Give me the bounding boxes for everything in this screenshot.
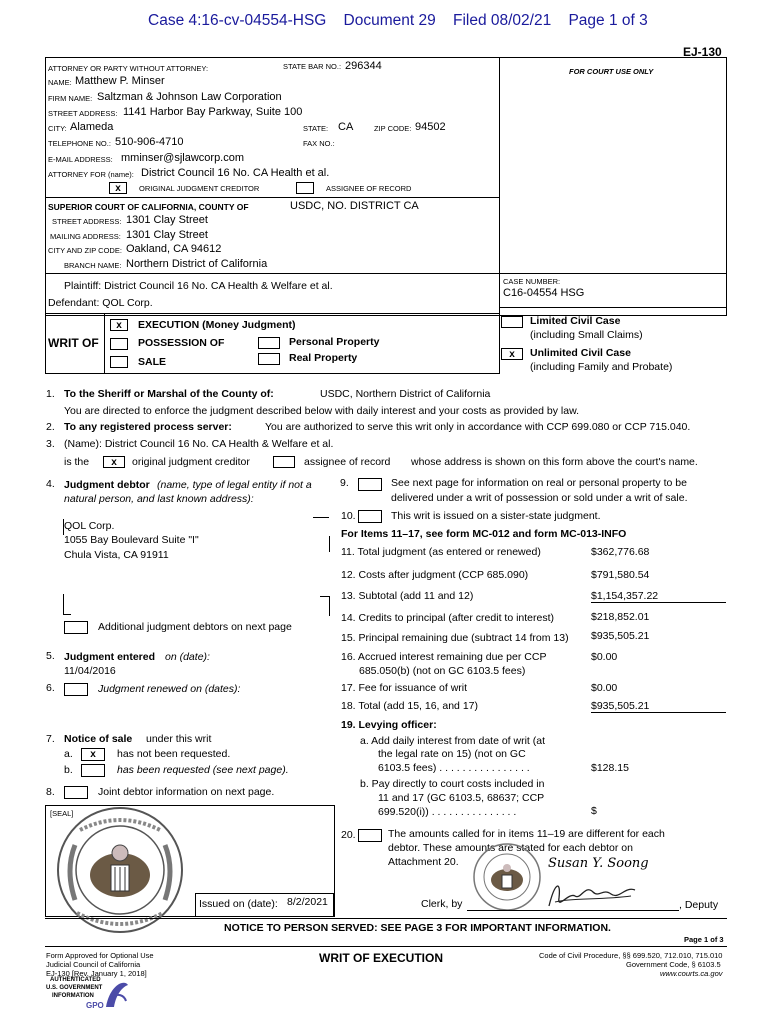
item1-line2: You are directed to enforce the judgment described below with daily interest and your costs as provided by law.	[64, 405, 579, 417]
court-county: USDC, NO. DISTRICT CA	[290, 200, 419, 212]
item11-value: $362,776.68	[591, 546, 650, 558]
item1-num: 1.	[46, 388, 55, 400]
execution-label: EXECUTION (Money Judgment)	[138, 319, 296, 331]
debtor2-bracket-right	[329, 596, 330, 616]
gpo-line-3: INFORMATION	[52, 993, 94, 999]
item20-text3: Attachment 20.	[388, 856, 459, 868]
item14-value: $218,852.01	[591, 611, 650, 623]
item10-text: This writ is issued on a sister-state judgment.	[391, 510, 601, 522]
item7-label: Notice of sale	[64, 733, 133, 745]
item20-text2: debtor. These amounts are stated for each debtor on	[388, 842, 633, 854]
attorney-street: 1141 Harbor Bay Parkway, Suite 100	[123, 106, 303, 118]
renewed-checkbox[interactable]	[64, 683, 88, 696]
clerk-signature: Susan Y. Soong	[548, 856, 649, 871]
item16-label2: 685.050(b) (not on GC 6103.5 fees)	[359, 665, 526, 677]
attorney-for-label: ATTORNEY FOR (name):	[48, 170, 134, 179]
item19b-2: 11 and 17 (GC 6103.5, 68637; CCP	[378, 792, 545, 804]
item12-value: $791,580.54	[591, 569, 650, 581]
possession-checkbox[interactable]	[110, 338, 128, 350]
seal-label: [SEAL]	[50, 809, 74, 818]
bar-label: STATE BAR NO.:	[283, 62, 342, 71]
item19a-3: 6103.5 fees) . . . . . . . . . . . . . . . .	[378, 762, 530, 774]
item14-label: 14. Credits to principal (after credit to interest)	[341, 612, 555, 624]
unlimited-case-label: Unlimited Civil Case	[530, 347, 631, 359]
item9-text1: See next page for information on real or personal property to be	[391, 477, 687, 489]
notice-rule-top	[45, 918, 727, 919]
court-mailing-label: MAILING ADDRESS:	[50, 232, 121, 241]
item9-checkbox[interactable]	[358, 478, 382, 491]
item1-label: To the Sheriff or Marshal of the County of:	[64, 388, 274, 400]
item8-text: Joint debtor information on next page.	[98, 786, 275, 798]
debtor2-bracket-left	[63, 594, 64, 614]
court-use-divider	[499, 57, 500, 316]
item3-orig: original judgment creditor	[132, 456, 250, 468]
plaintiff: Plaintiff: District Council 16 No. CA Health & Welfare et al.	[64, 280, 333, 292]
item13-value: $1,154,357.22	[591, 590, 726, 603]
unlimited-case-checkbox[interactable]: x	[501, 348, 523, 360]
assignee-label: ASSIGNEE OF RECORD	[326, 184, 412, 193]
item19a-1: a. Add daily interest from date of writ (at	[360, 735, 546, 747]
street-label: STREET ADDRESS:	[48, 109, 118, 118]
footer-left-2: Judicial Council of California	[46, 960, 141, 969]
item7-text: under this writ	[146, 733, 212, 745]
footer-left-1: Form Approved for Optional Use	[46, 951, 154, 960]
item5-num: 5.	[46, 650, 55, 662]
court-seal-small-image	[472, 842, 542, 912]
item1-value: USDC, Northern District of California	[320, 388, 491, 400]
court-street-label: STREET ADDRESS:	[52, 217, 122, 226]
item7a-text: has not been requested.	[117, 748, 231, 760]
item19b-3: 699.520(i)) . . . . . . . . . . . . . . .	[378, 806, 517, 818]
item3-whose: whose address is shown on this form above the court's name.	[411, 456, 698, 468]
sister-state-checkbox[interactable]	[358, 510, 382, 523]
real-property-label: Real Property	[289, 352, 358, 364]
footer-title: WRIT OF EXECUTION	[319, 951, 443, 965]
item20-text1: The amounts called for in items 11–19 are different for each	[388, 828, 665, 840]
attorney-court-divider	[45, 197, 500, 198]
limited-case-label: Limited Civil Case	[530, 315, 621, 327]
item17-value: $0.00	[591, 682, 618, 694]
item2-label: To any registered process server:	[64, 421, 232, 433]
item4-italic: (name, type of legal entity if not a	[157, 479, 312, 491]
footer-right-3: www.courts.ca.gov	[660, 969, 723, 978]
writ-divider	[104, 313, 105, 374]
case-header: Case 4:16-cv-04554-HSG Document 29 Filed 08/02/21 Page 1 of 3	[148, 12, 648, 29]
court-parties-divider	[45, 273, 727, 274]
item19b-value: $	[591, 805, 597, 817]
personal-property-checkbox[interactable]	[258, 337, 280, 349]
original-creditor-label: ORIGINAL JUDGMENT CREDITOR	[139, 184, 260, 193]
issued-label: Issued on (date):	[199, 898, 278, 910]
limited-case-checkbox[interactable]	[501, 316, 523, 328]
item2-num: 2.	[46, 421, 55, 433]
branch-label: BRANCH NAME:	[64, 261, 122, 270]
item12-label: 12. Costs after judgment (CCP 685.090)	[341, 569, 529, 581]
court-cityzip-label: CITY AND ZIP CODE:	[48, 246, 122, 255]
assignee-checkbox[interactable]	[296, 182, 314, 194]
item5-label: Judgment entered	[64, 651, 156, 663]
original-creditor-checkbox[interactable]: x	[109, 182, 127, 194]
case-number-line	[499, 307, 727, 308]
attorney-city: Alameda	[70, 121, 114, 133]
attorney-tel: 510-906-4710	[115, 136, 184, 148]
item16-label: 16. Accrued interest remaining due per CCP	[341, 651, 547, 663]
joint-debtor-checkbox[interactable]	[64, 786, 88, 799]
attorney-state: CA	[338, 121, 354, 133]
attorney-label: ATTORNEY OR PARTY WITHOUT ATTORNEY:	[48, 64, 209, 73]
court-mailing: 1301 Clay Street	[126, 229, 208, 241]
attorney-for: District Council 16 No. CA Health et al.	[141, 167, 330, 179]
item3-assignee: assignee of record	[304, 456, 391, 468]
writ-of: WRIT OF	[48, 336, 99, 350]
firm-name: Saltzman & Johnson Law Corporation	[97, 91, 282, 103]
item3-isthe: is the	[64, 456, 90, 468]
item19a-2: the legal rate on 15) (not on GC	[378, 748, 526, 760]
gpo-line-1: AUTHENTICATED	[50, 977, 101, 983]
name-label: NAME:	[48, 78, 72, 87]
defendant: Defendant: QOL Corp.	[48, 297, 153, 309]
possession-label: POSSESSION OF	[138, 337, 225, 349]
item13-label: 13. Subtotal (add 11 and 12)	[341, 590, 474, 602]
unlimited-case-sub: (including Family and Probate)	[530, 361, 673, 373]
item3-name: (Name): District Council 16 No. CA Health & Welfare et al.	[64, 438, 334, 450]
debtor-bracket-right	[329, 536, 330, 552]
item7-num: 7.	[46, 733, 55, 745]
item6-num: 6.	[46, 682, 55, 694]
item16-value: $0.00	[591, 651, 618, 663]
item3-assignee-checkbox[interactable]	[273, 456, 295, 468]
limited-case-sub: (including Small Claims)	[530, 329, 643, 341]
item7b-text: has been requested (see next page).	[117, 764, 289, 776]
zip-label: ZIP CODE:	[374, 124, 412, 133]
gpo-text: GPO	[86, 1001, 104, 1010]
additional-debtors-checkbox[interactable]	[64, 621, 88, 634]
real-property-checkbox[interactable]	[258, 353, 280, 365]
case-number-label: CASE NUMBER:	[503, 277, 561, 286]
tel-label: TELEPHONE NO.:	[48, 139, 111, 148]
footer-left-3: EJ-130 [Rev. January 1, 2018]	[46, 969, 147, 978]
bar-number: 296344	[345, 60, 382, 72]
item4-italic2: natural person, and last known address):	[64, 493, 254, 505]
court-use-label: FOR COURT USE ONLY	[569, 67, 654, 76]
debtor-addr1: 1055 Bay Boulevard Suite "I"	[64, 534, 199, 546]
court-branch: Northern District of California	[126, 258, 268, 270]
sale-checkbox[interactable]	[110, 356, 128, 368]
deputy-signature-image	[541, 878, 641, 912]
court-title: SUPERIOR COURT OF CALIFORNIA, COUNTY OF	[48, 202, 249, 212]
item20-num: 20.	[341, 829, 356, 841]
court-street: 1301 Clay Street	[126, 214, 208, 226]
item15-value: $935,505.21	[591, 630, 650, 642]
gpo-line-2: U.S. GOVERNMENT	[46, 985, 103, 991]
item18-value: $935,505.21	[591, 700, 726, 713]
item11-label: 11. Total judgment (as entered or renewed)	[341, 546, 541, 558]
execution-checkbox[interactable]: x	[110, 319, 128, 331]
debtor2-bracket-bottom	[63, 614, 71, 615]
form-code: EJ-130	[683, 45, 722, 59]
debtor-addr2: Chula Vista, CA 91911	[64, 549, 169, 561]
item19b-1: b. Pay directly to court costs included in	[360, 778, 545, 790]
notice-rule-bottom	[45, 946, 727, 947]
item4-label: Judgment debtor	[64, 479, 150, 491]
item9-text2: delivered under a writ of possession or sold under a writ of sale.	[391, 492, 688, 504]
item15-label: 15. Principal remaining due (subtract 14 from 13)	[341, 632, 569, 644]
item3-num: 3.	[46, 438, 55, 450]
debtor2-bracket-top-right	[320, 596, 329, 597]
item18-label: 18. Total (add 15, 16, and 17)	[341, 700, 478, 712]
gpo-authentication-logo	[44, 977, 134, 1017]
item2-text: You are authorized to serve this writ only in accordance with CCP 699.080 or CCP 715.040.	[265, 421, 691, 433]
item8-num: 8.	[46, 786, 55, 798]
item5-text: on (date):	[165, 651, 210, 663]
city-label: CITY:	[48, 124, 67, 133]
footer-right-2: Government Code, § 6103.5	[626, 960, 721, 969]
case-number: C16-04554 HSG	[503, 287, 585, 299]
item9-num: 9.	[340, 477, 349, 489]
item4-num: 4.	[46, 478, 55, 490]
item3-orig-checkbox[interactable]: x	[103, 456, 125, 468]
notice-text: NOTICE TO PERSON SERVED: SEE PAGE 3 FOR IMPORTANT INFORMATION.	[224, 922, 611, 934]
clerk-by: Clerk, by	[421, 898, 463, 910]
item17-label: 17. Fee for issuance of writ	[341, 682, 468, 694]
additional-debtors-label: Additional judgment debtors on next page	[98, 621, 292, 633]
issued-date: 8/2/2021	[287, 896, 328, 908]
footer-right-1: Code of Civil Procedure, §§ 699.520, 712.010, 715.010	[539, 951, 723, 960]
sale-label: SALE	[138, 356, 167, 368]
item7b: b.	[64, 764, 73, 776]
attorney-name: Matthew P. Minser	[75, 75, 165, 87]
item7a: a.	[64, 748, 73, 760]
attorney-zip: 94502	[415, 121, 446, 133]
email-label: E-MAIL ADDRESS:	[48, 155, 113, 164]
court-seal-image	[55, 805, 185, 935]
item10-num: 10.	[341, 510, 356, 522]
gpo-eagle-icon	[102, 977, 132, 1013]
item19-label: 19. Levying officer:	[341, 719, 437, 731]
items-header: For Items 11–17, see form MC-012 and form MC-013-INFO	[341, 528, 627, 540]
footer-page: Page 1 of 3	[684, 935, 724, 944]
notice-not-requested-checkbox[interactable]: x	[81, 748, 105, 761]
firm-label: FIRM NAME:	[48, 94, 93, 103]
state-label: STATE:	[303, 124, 329, 133]
attorney-email: mminser@sjlawcorp.com	[121, 152, 245, 164]
item6-text: Judgment renewed on (dates):	[98, 683, 241, 695]
debtor-name: QOL Corp.	[64, 520, 115, 532]
item5-date: 11/04/2016	[64, 665, 116, 677]
personal-property-label: Personal Property	[289, 336, 380, 348]
fax-label: FAX NO.:	[303, 139, 335, 148]
notice-requested-checkbox[interactable]	[81, 764, 105, 777]
item20-checkbox[interactable]	[358, 829, 382, 842]
item19a-value: $128.15	[591, 762, 629, 774]
deputy-label: , Deputy	[679, 899, 719, 911]
court-cityzip: Oakland, CA 94612	[126, 243, 222, 255]
item4-rule	[313, 517, 329, 518]
